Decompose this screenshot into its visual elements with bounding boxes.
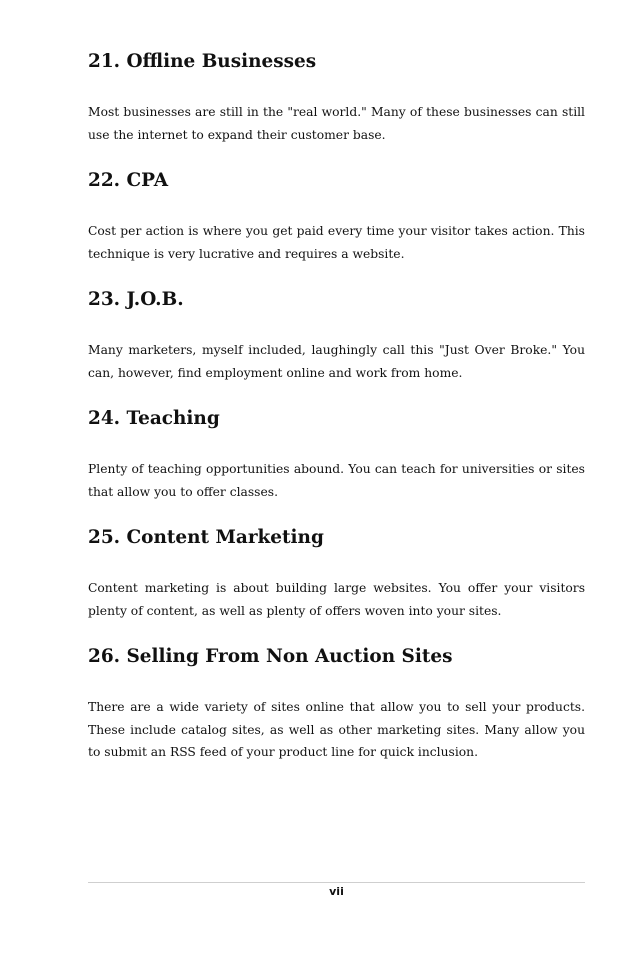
- section-teaching: [88, 409, 585, 503]
- page-content: [88, 52, 585, 764]
- section-selling-non-auction: [88, 647, 585, 764]
- section-paragraph: Cost per action is where you get paid every time your visitor takes action. This technique is very lucrative and requires a website.: [88, 224, 585, 261]
- page-number: vii: [329, 885, 344, 898]
- section-job: [88, 290, 585, 384]
- section-heading: 22. CPA: [88, 170, 168, 191]
- section-paragraph: Many marketers, myself included, laughingly call this "Just Over Broke." You can, however, find employment online and work from home.: [88, 343, 585, 380]
- section-paragraph: Content marketing is about building large websites. You offer your visitors plenty of content, as well as plenty of offers woven into your sites.: [88, 581, 585, 618]
- footer-divider: [88, 882, 585, 883]
- section-heading: 23. J.O.B.: [88, 289, 184, 310]
- section-heading: 24. Teaching: [88, 408, 220, 429]
- section-paragraph: There are a wide variety of sites online that allow you to sell your products. These include catalog sites, as well as other marketing sites. Many allow you to submit an RSS feed of your product line for quick inclusion.: [88, 700, 585, 759]
- section-cpa: [88, 171, 585, 265]
- section-heading: 25. Content Marketing: [88, 527, 324, 548]
- section-content-marketing: [88, 528, 585, 622]
- section-heading: 21. Offline Businesses: [88, 51, 317, 72]
- section-heading: 26. Selling From Non Auction Sites: [88, 646, 453, 667]
- section-paragraph: Plenty of teaching opportunities abound. You can teach for universities or sites that allow you to offer classes.: [88, 462, 585, 499]
- section-paragraph: Most businesses are still in the "real world." Many of these businesses can still use the internet to expand their customer base.: [88, 105, 585, 142]
- section-offline-businesses: [88, 52, 585, 146]
